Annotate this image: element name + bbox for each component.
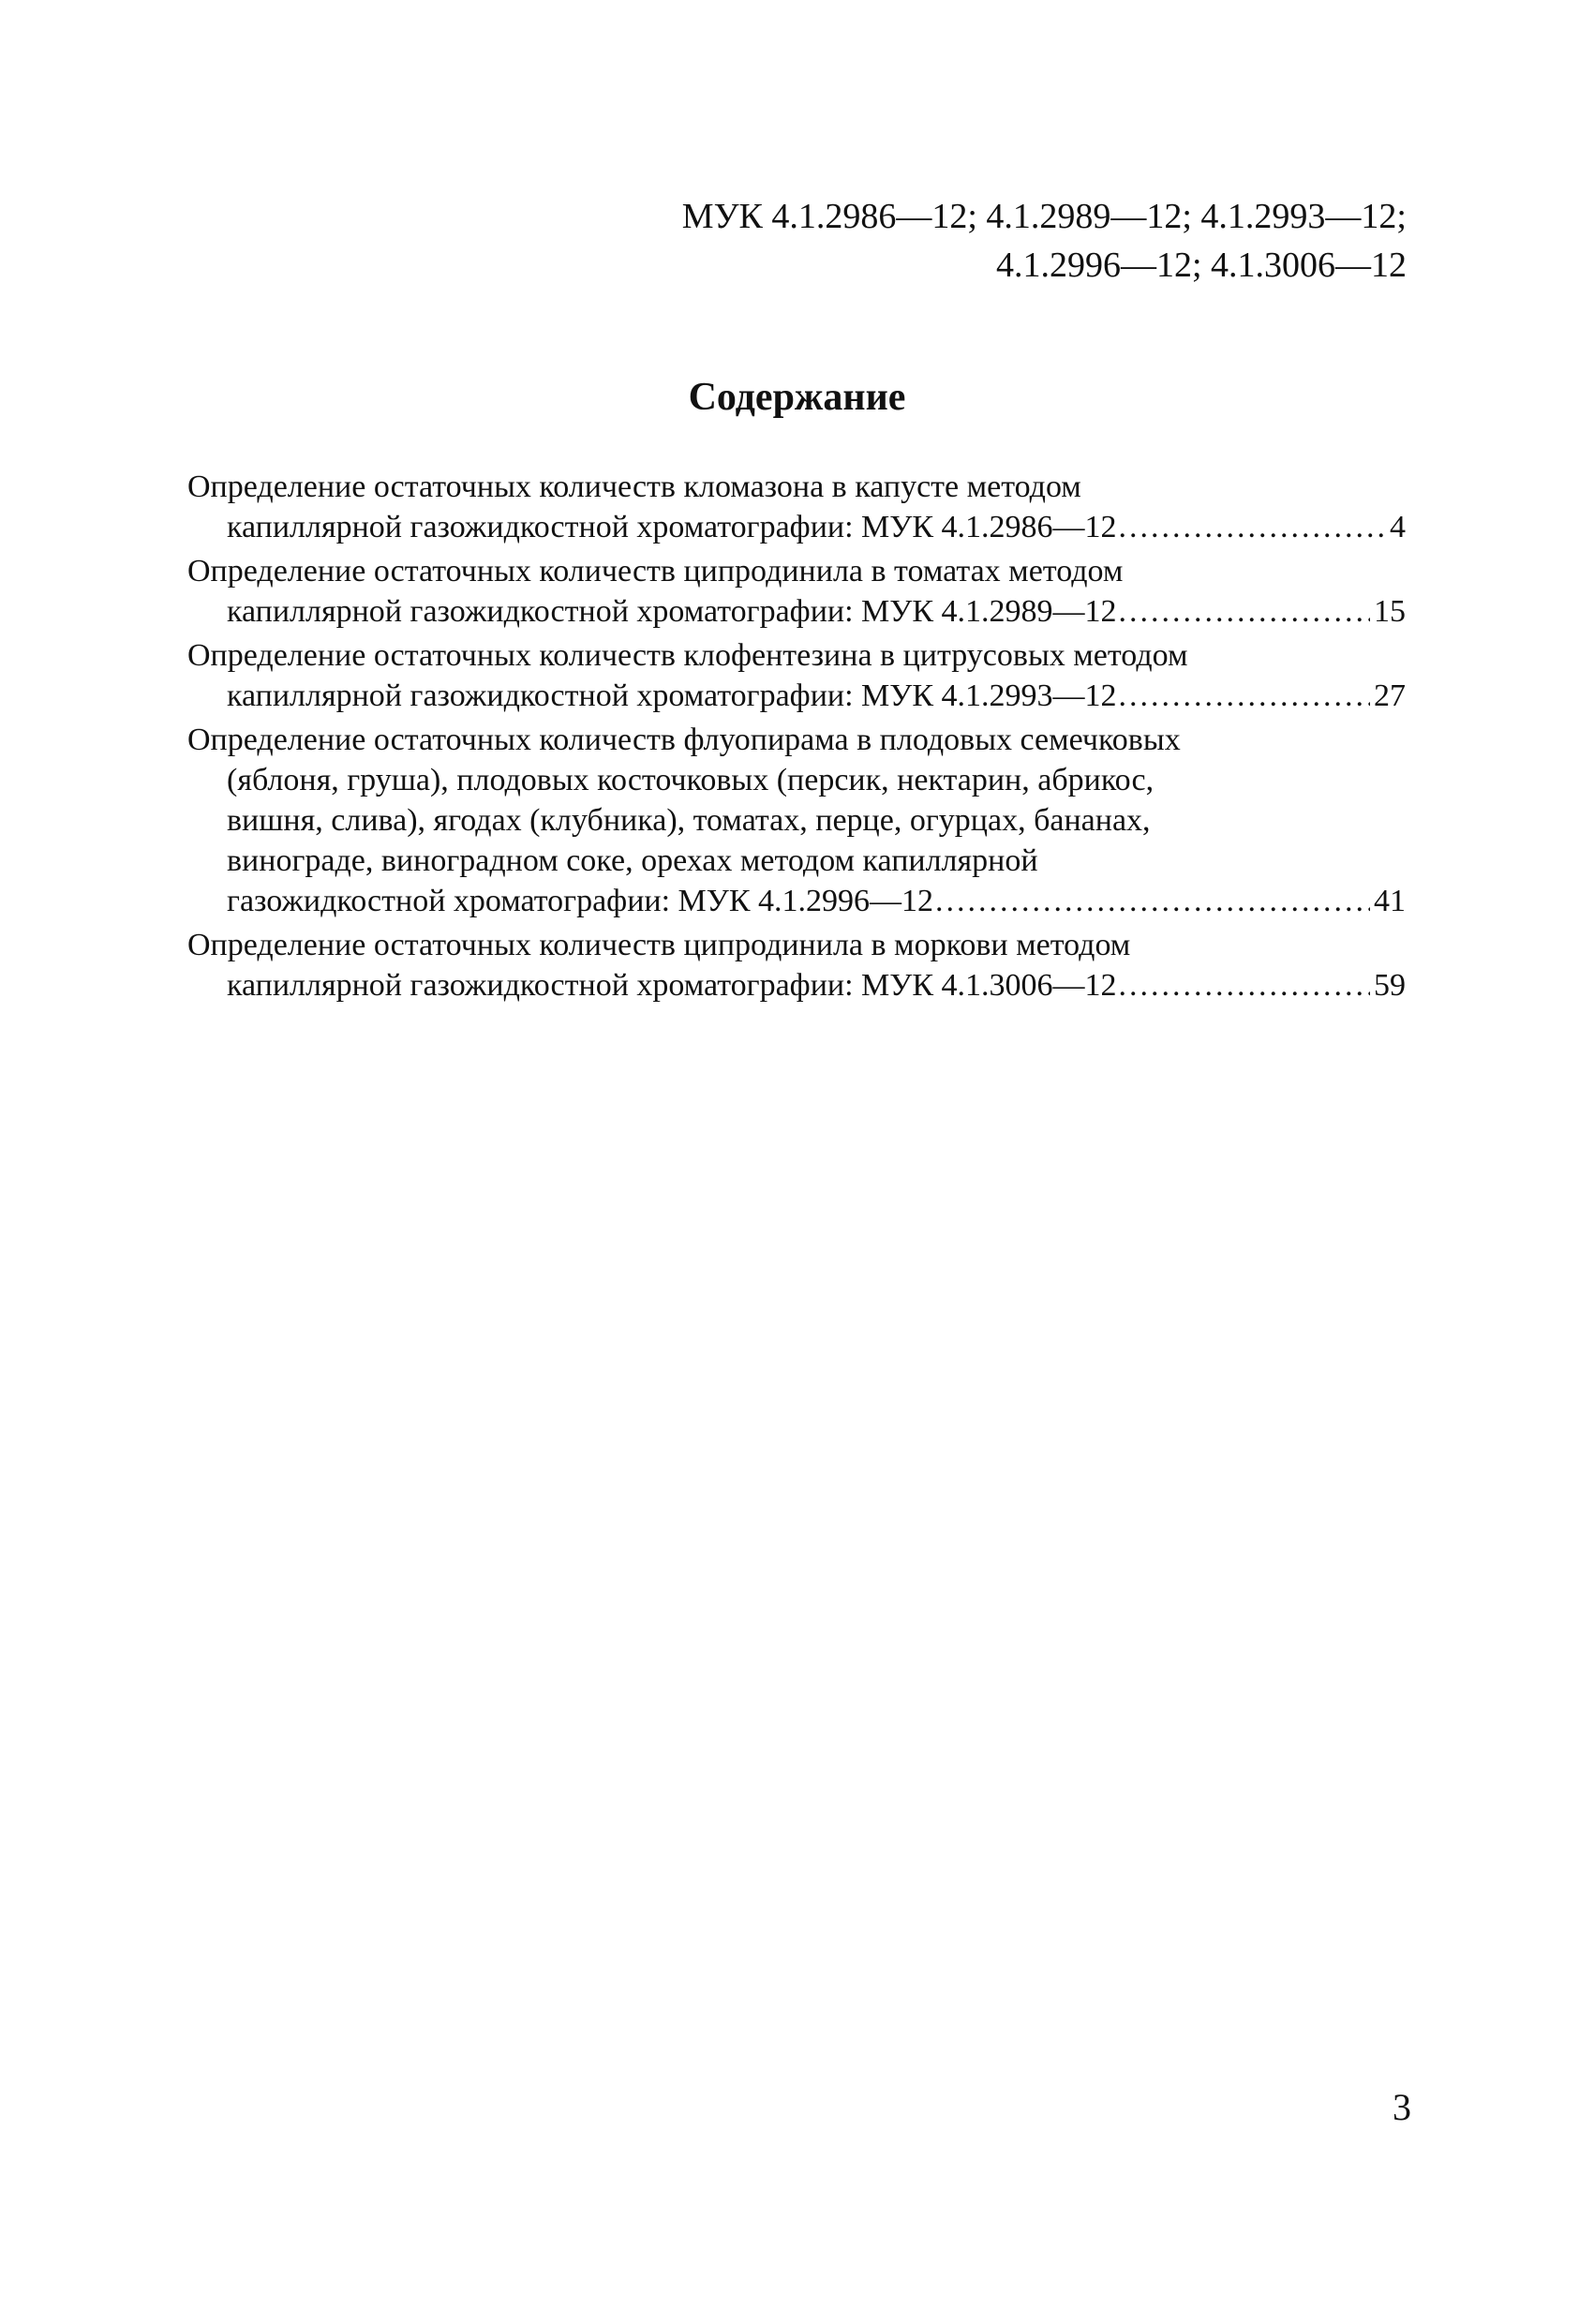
toc-page-number: 15	[1374, 594, 1406, 629]
toc-title: Содержание	[688, 376, 906, 419]
toc-entry-line: вишня, слива), ягодах (клубника), томатах, перце, огурцах, бананах,	[227, 803, 1151, 838]
toc-entry-line: капиллярной газожидкостной хроматографии: МУК 4.1.2986—12	[227, 510, 1117, 544]
toc-entry-line: Определение остаточных количеств ципродинила в моркови методом	[187, 928, 1131, 962]
dot-leader	[1119, 676, 1370, 716]
toc-entry-line: (яблоня, груша), плодовых косточковых (персик, нектарин, абрикос,	[227, 763, 1155, 797]
toc-entry-last-line	[187, 676, 1406, 716]
toc-entry-line: Определение остаточных количеств кломазона в капусте методом	[187, 469, 1081, 504]
toc-page-number: 27	[1374, 678, 1406, 713]
toc-entry[interactable]	[187, 720, 1406, 921]
dot-leader	[1119, 507, 1386, 547]
table-of-contents	[187, 467, 1406, 1009]
document-code-line-1: МУК 4.1.2986—12; 4.1.2989—12; 4.1.2993—12;	[681, 197, 1407, 236]
toc-entry-line: Определение остаточных количеств ципродинила в томатах методом	[187, 554, 1124, 588]
toc-entry-line: газожидкостной хроматографии: МУК 4.1.2996—12	[227, 884, 934, 918]
toc-entry-last-line	[187, 965, 1406, 1006]
toc-entry[interactable]	[187, 635, 1406, 716]
page-number: 3	[1393, 2086, 1411, 2128]
toc-entry-last-line	[187, 591, 1406, 632]
toc-entry-line: капиллярной газожидкостной хроматографии: МУК 4.1.3006—12	[227, 968, 1117, 1003]
toc-page-number: 59	[1374, 968, 1406, 1003]
toc-entry-line: Определение остаточных количеств клофентезина в цитрусовых методом	[187, 638, 1188, 673]
dot-leader	[935, 881, 1370, 921]
toc-entry-last-line	[187, 507, 1406, 547]
toc-entry[interactable]	[187, 551, 1406, 632]
toc-page-number: 41	[1374, 884, 1406, 918]
toc-entry-line: Определение остаточных количеств флуопирама в плодовых семечковых	[187, 723, 1181, 757]
toc-page-number: 4	[1390, 510, 1406, 544]
toc-entry-line: винограде, виноградном соке, орехах методом капиллярной	[227, 843, 1038, 878]
dot-leader	[1119, 965, 1370, 1006]
toc-entry-line: капиллярной газожидкостной хроматографии: МУК 4.1.2993—12	[227, 678, 1117, 713]
toc-entry[interactable]	[187, 925, 1406, 1006]
toc-entry-line: капиллярной газожидкостной хроматографии: МУК 4.1.2989—12	[227, 594, 1117, 629]
toc-entry[interactable]	[187, 467, 1406, 547]
dot-leader	[1119, 591, 1370, 632]
document-code-line-2: 4.1.2996—12; 4.1.3006—12	[995, 246, 1407, 285]
document-code-header	[563, 192, 1407, 290]
toc-entry-last-line	[187, 881, 1406, 921]
